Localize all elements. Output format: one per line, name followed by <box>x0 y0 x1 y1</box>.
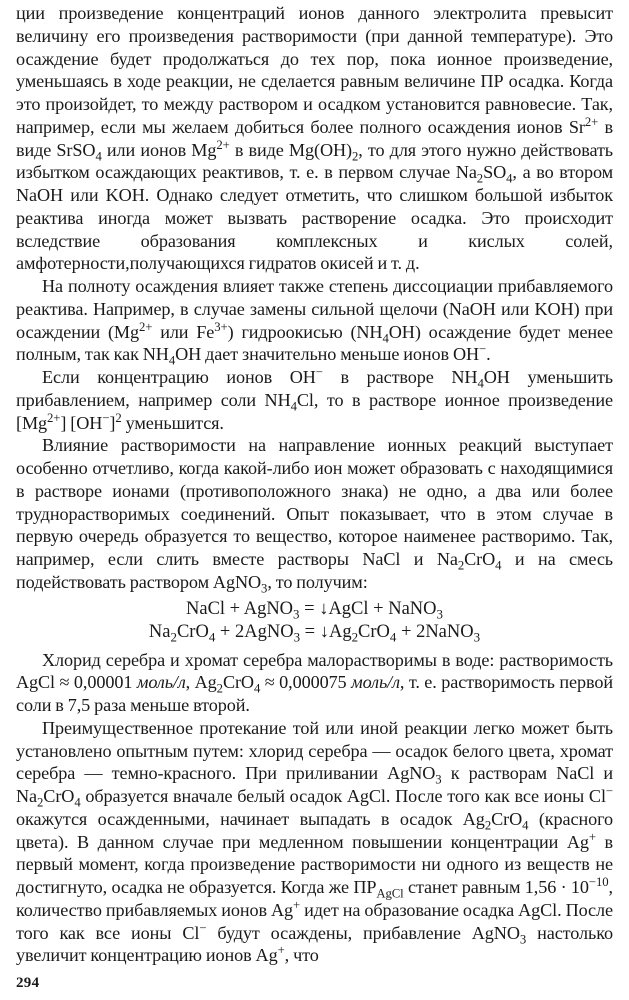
paragraph-4: Влияние растворимости на направление ионных реакций выступает особенно отчетливо, когда какой-либо ион может образовать с находящимися в растворе ионами (противоположного знака) не одно, а два или более труднорастворимых соединений. Опыт показывает, что в этом случае в первую очередь образуется то вещество, которое наименее растворимо. Так, например, если слить вместе растворы NaCl и $Na_2CrO_4$ и на смесь подействовать раствором AgNO$_3$, то получим: <box>16 435 613 596</box>
reaction-equations <box>16 598 613 645</box>
paragraph-5: Хлорид серебра и хромат серебра малорастворимы в воде: растворимость AgCl ≈ 0,00001 моль/л, $Ag_2CrO_4 \approx 0,000075$ моль/л, т. е. растворимость первой соли в 7,5 раза меньше второй. <box>16 649 613 715</box>
paragraph-6: Преимущественное протекание той или иной реакции легко может быть установлено опытным путем: хлорид серебра — осадок белого цвета, хромат серебра — темно-красного. При приливании AgNO$_3$ к растворам NaCl и $Na_2CrO_4$ образуется вначале белый осадок AgCl. После того как все ионы Cl− окажутся осажденными, начинает выпадать в осадок $Ag_2CrO_4$ (красного цвета). В данном случае при медленном повышении концентрации Ag+ в первый момент, когда произведение растворимости ни одного из веществ не достигнуто, осадка не образуется. Когда же $ПР_{AgCl}$ станет равным $1,56 \cdot 10^{-10}$, количество прибавляемых ионов Ag+ идет на образование осадка AgCl. После того как все ионы Cl− будут осаждены, прибавление AgNO$_3$ настолько увеличит концентрацию ионов Ag+, что <box>16 717 614 966</box>
paragraph-2: На полноту осаждения влияет также степень диссоциации прибавляемого реактива. Например, в случае замены сильной щелочи (NaOH или KOH) при осаждении ($Mg^{2+}$ или $Fe^{3+}$) гидроокисью $(NH_4OH)$ осаждение будет менее полным, так как $NH_4OH$ дает значительно меньше ионов OH−. <box>16 276 614 368</box>
page-number: 294 <box>16 975 40 991</box>
paragraph-3: Если концентрацию ионов OH− в растворе $NH_4OH$ уменьшить прибавлением, например соли $NH_4Cl$, то в растворе ионное произведение $[Mg^{2+}]$ $[OH^-]^2$ уменьшится. <box>16 364 613 433</box>
equation-1: NaCl + AgNO$_3$ = ↓AgCl + NaNO$_3$ <box>186 598 443 622</box>
paragraph-1: ции произведение концентраций ионов данного электролита превысит величину его произведения растворимости (при данной температуре). Это осаждение будет продолжаться до тех пор, пока ионное произведение, уменьшаясь в ходе реакции, не сделается равным величине ПР осадка. Когда это произойдет, то между раствором и осадком установится равновесие. Так, например, если мы желаем добиться более полного осаждения ионов $Sr^{2+}$ в виде SrSO$_4$ или ионов $Mg^{2+}$ в виде $Mg(OH)_2$, то для этого нужно действовать избытком осаждающих реактивов, т. е. в первом случае $Na_2SO_4$, а во втором NaOH или KOH. Однако следует отметить, что слишком большой избыток реактива иногда может вызвать растворение осадка. Это происходит вследствие образования комплексных и кислых солей, амфотерности,получающихся гидратов окисей и т. д. <box>16 3 614 274</box>
equation-2: $Na_2CrO_4$ + 2AgNO$_3$ = $↓Ag_2CrO_4$ + 2NaNO$_3$ <box>148 622 481 645</box>
